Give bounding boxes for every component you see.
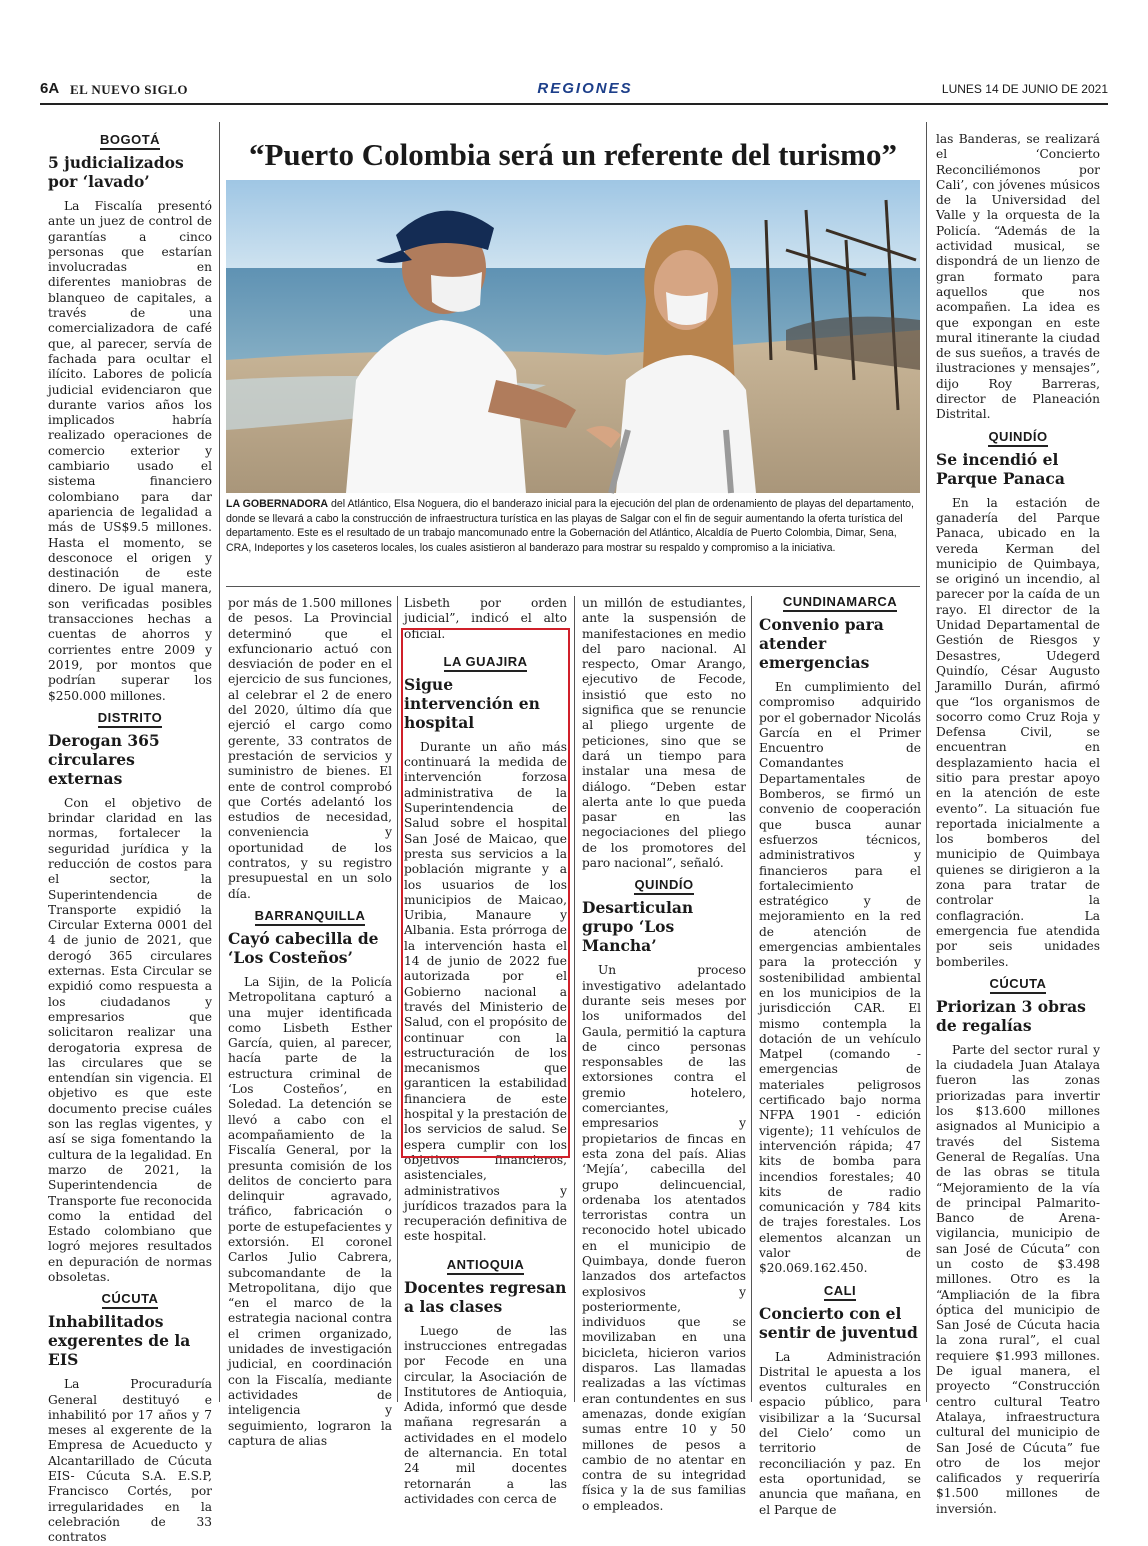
article-derogan: Con el objetivo de brindar claridad en las normas, fortalecer la seguridad jurídica y la reducción de costos para el sector, la Superintendencia de Transporte expidió la Circular Externa 0001 del 4 de junio de 2021, que derogó 365 circulares externas. Esta Circular se expidió como respuesta a los ciudadanos y empresarios que solicitaron realizar una derogatoria expresa de las circulares que se entendían sin vigencia. El objetivo es que este documento precise cuáles son las reglas vigentes, y así se siga fomentando la cultura de la legalidad. En marzo de 2021, la Superintendencia de Transporte fue reconocida como la entidad del Estado colombiano que logró mejores resultados en depuración de normas obsoletas.	[48, 795, 212, 1284]
headline-regalias: Priorizan 3 obras de regalías	[936, 996, 1086, 1035]
article-judicializados: La Fiscalía presentó ante un juez de control de garantías a cinco personas que estarían involucradas en diferentes maniobras de blanqueo de capitales, a través de una comercializadora de café que, al parecer, servía de fachada para ocultar el ilícito. Labores de policía judicial evidenciaron que durante varios años los implicados habría realizado operaciones de comercio exterior y cambiario usado el sistema financiero colombiano para dar apariencia de legalidad a más de US$9.5 millones. Hasta el momento, se desconoce el origen y destinación de este dinero. De igual manera, son verificadas posibles transacciones hechas a cuentas de ahorros y corrientes entre 2009 y 2019, por montos que podrían superar los $250.000 millones.	[48, 199, 212, 703]
headline-panaca: Se incendió el Parque Panaca	[936, 449, 1065, 488]
highlight-box	[401, 628, 570, 1158]
headline-concierto: Concierto con el sentir de juventud	[759, 1303, 918, 1342]
column-1	[48, 132, 212, 1545]
kicker-cucuta: CÚCUTA	[48, 1291, 212, 1306]
headline-los-mancha: Desarticulan grupo ‘Los Mancha’	[582, 898, 694, 956]
kicker-quindio: QUINDÍO	[936, 429, 1100, 444]
headline-derogan: Derogan 365 circulares externas	[48, 730, 160, 788]
section-name: REGIONES	[537, 80, 633, 97]
article-panaca: En la estación de ganadería del Parque Panaca, ubicado en la vereda Kerman del municipio de Quimbaya, se originó un incendio, al parecer por la caída de un rayo. El director de la Unidad Departamental de Gestión de Riesgos y Desastres, Udegerd Quindío, César Augusto Jaramillo Durán, afirmó que “los organismos de socorro como Cruz Roja y Defensa Civil, se encuentran en desplazamiento hacia el sitio para prestar apoyo en la atención de este evento”. La situación fue reportada inicialmente a los bomberos del municipio de Quimbaya quienes se dirigieron a la zona para tratar de controlar la conflagración. La emergencia fue atendida por seis unidades bomberiles.	[936, 495, 1100, 969]
article-convenio: En cumplimiento del compromiso adquirido por el gobernador Nicolás García en el Primer Encuentro de Comandantes Departamentales de Bomberos, se firmó un convenio de cooperación que busca aunar esfuerzos técnicos, administrativos y financieros para el fortalecimiento estratégico y de mejoramiento en la red de atención de emergencias ambientales para la protección y sostenibilidad ambiental en los municipios de la jurisdicción CAR. El mismo contempla la dotación de un vehículo Matpel (comando - emergencias de materiales peligrosos certificado bajo norma NFPA 1901 - edición vigente); 11 vehículos de intervención rápida; 47 kits de bomba para incendios forestales; 40 kits de radio comunicación y 784 kits de trajes forestales. Los elementos alcanzan un valor de $20.069.162.450.	[759, 680, 921, 1276]
column-6	[936, 132, 1100, 1516]
article-costenos: La Sijin, de la Policía Metropolitana capturó a una mujer identificada como Lisbeth Esther García, quien, al parecer, hacía parte de la estructura criminal de ‘Los Costeños’, en Soledad. La detención se llevó a cabo con el acompañamiento de la Fiscalía General, por la presunta comisión de los delitos de concierto para delinquir agravado, tráfico, fabricación o porte de estupefacientes y extorsión. El coronel Carlos Julio Cabrera, subcomandante de la Metropolitana, dijo que “en el marco de la estrategia nacional contra el crimen organizado, unidades de investigación judicial, en coordinación con la Fiscalía, mediante actividades de inteligencia y seguimiento, lograron la captura de alias	[228, 974, 392, 1448]
column-divider	[751, 596, 752, 1402]
headline-convenio: Convenio para atender emergencias	[759, 615, 884, 672]
kicker-bogota: BOGOTÁ	[48, 132, 212, 147]
feature-title: “Puerto Colombia será un referente del turismo”	[248, 137, 898, 172]
headline-intervencion: Sigue intervención en hospital	[404, 674, 540, 732]
column-divider	[219, 122, 220, 1402]
issue-date: LUNES 14 DE JUNIO DE 2021	[941, 82, 1108, 96]
feature-photo	[226, 180, 920, 493]
article-los-mancha: Un proceso investigativo adelantado durante seis meses por los uniformados del Gaula, permitió la captura de cinco personas responsables de las extorsiones contra el gremio hotelero, comerciantes, empresarios y propietarios de fincas en esta zona del país. Alias ‘Mejía’, cabecilla del grupo delincuencial, ordenaba los atentados terroristas contra un reconocido hotel ubicado en el municipio de Quimbaya, donde fueron lanzados dos artefactos explosivos y posteriormente, individuos que se movilizaban en una bicicleta, hicieron varios disparos. Las llamadas realizadas a las víctimas eran contundentes en sus amenazas, donde exigían sumas entre 10 y 50 millones de pesos a cambio de no atentar en contra de su integridad física y la de sus familias o empleados.	[582, 963, 746, 1513]
header-rule	[40, 103, 1108, 105]
article-docentes: Luego de las instrucciones entregadas por Fecode en una circular, la Asociación de Institutores de Antioquia, Adida, informó que desde mañana regresarán a actividades en el modelo de alternancia. En total 24 mil docentes retornarán a las actividades con cerca de	[404, 1323, 567, 1506]
column-2	[228, 596, 392, 1448]
photo-caption	[226, 497, 920, 555]
kicker-quindio: QUINDÍO	[582, 877, 746, 892]
column-divider	[926, 122, 927, 1402]
article-concierto: La Administración Distrital le apuesta a los eventos culturales en espacio público, para visibilizar a la ‘Sucursal del Cielo’ como un territorio de reconciliación y paz. En esta oportunidad, se anuncia que mañana, en el Parque de	[759, 1349, 921, 1517]
column-4	[582, 596, 746, 1513]
article-intervencion: Durante un año más continuará la medida de intervención forzosa administrativa de la Superintendencia de Salud sobre el hospital San José de Maicao, que presta sus servicios a la población migrante y a los usuarios de los municipios de Maicao, Uribia, Manaure y Albania. Esta prórroga de la intervención hasta el 14 de junio de 2022 fue autorizada por el Gobierno nacional a través del Ministerio de Salud, con el propósito de continuar con la estructuración de los mecanismos que garanticen la estabilidad financiera de este hospital y la prestación de los servicios de salud. Se espera cumplir con los objetivos financieros, asistenciales, administrativos y jurídicos trazados para la recuperación definitiva de este hospital.	[404, 739, 567, 1244]
caption-lead: LA GOBERNADORA	[226, 498, 329, 510]
kicker-cundinamarca: CUNDINAMARCA	[759, 594, 921, 609]
kicker-barranquilla: BARRANQUILLA	[228, 908, 392, 923]
column-divider	[574, 596, 575, 1402]
column-divider	[397, 596, 398, 1402]
article-continuation: por más de 1.500 millones de pesos. La Provincial determinó que el exfuncionario actuó con desviación de poder en el ejercicio de sus funciones, al celebrar el 2 de enero del 2020, último día que ejerció el cargo como gerente, 33 contratos de prestación de servicios y suministro de bienes. El ente de control comprobó que Cortés adelantó los estudios de necesidad, conveniencia y oportunidad de los contratos, y su registro presupuestal en un solo día.	[228, 596, 392, 901]
article-continuation: un millón de estudiantes, ante la suspensión de manifestaciones en medio del paro nacional. Al respecto, Omar Arango, ejecutivo de Fecode, insistió que esto no significa que se renuncie al pliego urgente de peticiones, sino que se dará un tiempo para instalar una mesa de diálogo. “Deben estar alerta ante lo que pueda pasar en las negociaciones del pliego de los promotores del paro nacional”, señaló.	[582, 596, 746, 871]
kicker-cali: CALI	[759, 1283, 921, 1298]
kicker-la-guajira: LA GUAJIRA	[404, 654, 567, 669]
page-number: 6A	[40, 80, 60, 97]
headline-costenos: Cayó cabecilla de ‘Los Costeños’	[228, 928, 379, 967]
article-continuation: las Banderas, se realizará el ‘Concierto Reconciliémonos por Cali’, con jóvenes músicos de la Universidad del Valle y la orquesta de la Policía. “Además de la actividad musical, se dispondrá de un lienzo de gran formato para aquellos que nos acompañen. La idea es que expongan en este mural itinerante la ciudad de sus sueños, a través de ilustraciones y mensajes”, dijo Roy Barreras, director de Planeación Distrital.	[936, 132, 1100, 422]
caption-text: del Atlántico, Elsa Noguera, dio el banderazo inicial para la ejecución del plan de ordenamiento de playas del departamento, donde se llevará a cabo la construcción de infraestructura turística en las playas de Salgar con el fin de seguir aumentando la oferta turística del departamento. Este es el resultado de un trabajo mancomunado entre la Gobernación del Atlántico, Alcaldía de Puerto Colombia, Dimar, Sena, CRA, Indeportes y los caseteros locales, los cuales asistieron al banderazo para mostrar su respaldo y compromiso a la iniciativa.	[226, 498, 914, 554]
article-continuation: Lisbeth por orden judicial”, indicó el alto oficial.	[404, 596, 567, 641]
page-header	[40, 80, 1108, 102]
publication-name: EL NUEVO SIGLO	[70, 82, 188, 97]
kicker-cucuta: CÚCUTA	[936, 976, 1100, 991]
kicker-antioquia: ANTIOQUIA	[404, 1257, 567, 1272]
headline-judicializados: 5 judicializados por ‘lavado’	[48, 153, 184, 191]
article-inhabilitados: La Procuraduría General destituyó e inhabilitó por 17 años y 7 meses al exgerente de la Empresa de Acueducto y Alcantarillado de Cúcuta EIS- Cúcuta S.A. E.S.P, Francisco Cortés, por irregularidades en la celebración de 33 contratos	[48, 1377, 212, 1545]
kicker-distrito: DISTRITO	[48, 710, 212, 725]
column-5	[759, 594, 921, 1517]
headline-docentes: Docentes regresan a las clases	[404, 1277, 567, 1316]
feature-bottom-rule	[226, 586, 920, 587]
headline-inhabilitados: Inhabilitados exgerentes de la EIS	[48, 1312, 191, 1370]
article-regalias: Parte del sector rural y la ciudadela Juan Atalaya fueron las zonas priorizadas para invertir los $13.600 millones asignados al Municipio a través del Sistema General de Regalías. Una de las obras se titula “Mejoramiento de la vía de principal Palmarito-Banco de Arena- vigilancia, municipio de san José de Cúcuta” con un costo de $3.498 millones. Otro es la “Ampliación de la fibra óptica del municipio de San José de Cúcuta hacia la zona rural”, el cual requiere $1.993 millones. De igual manera, el proyecto “Construcción centro cultural Teatro Atalaya, infraestructura cultural del municipio de San José de Cúcuta” fue otro de los mejor calificados y requeriría $1.500 millones de inversión.	[936, 1042, 1100, 1516]
